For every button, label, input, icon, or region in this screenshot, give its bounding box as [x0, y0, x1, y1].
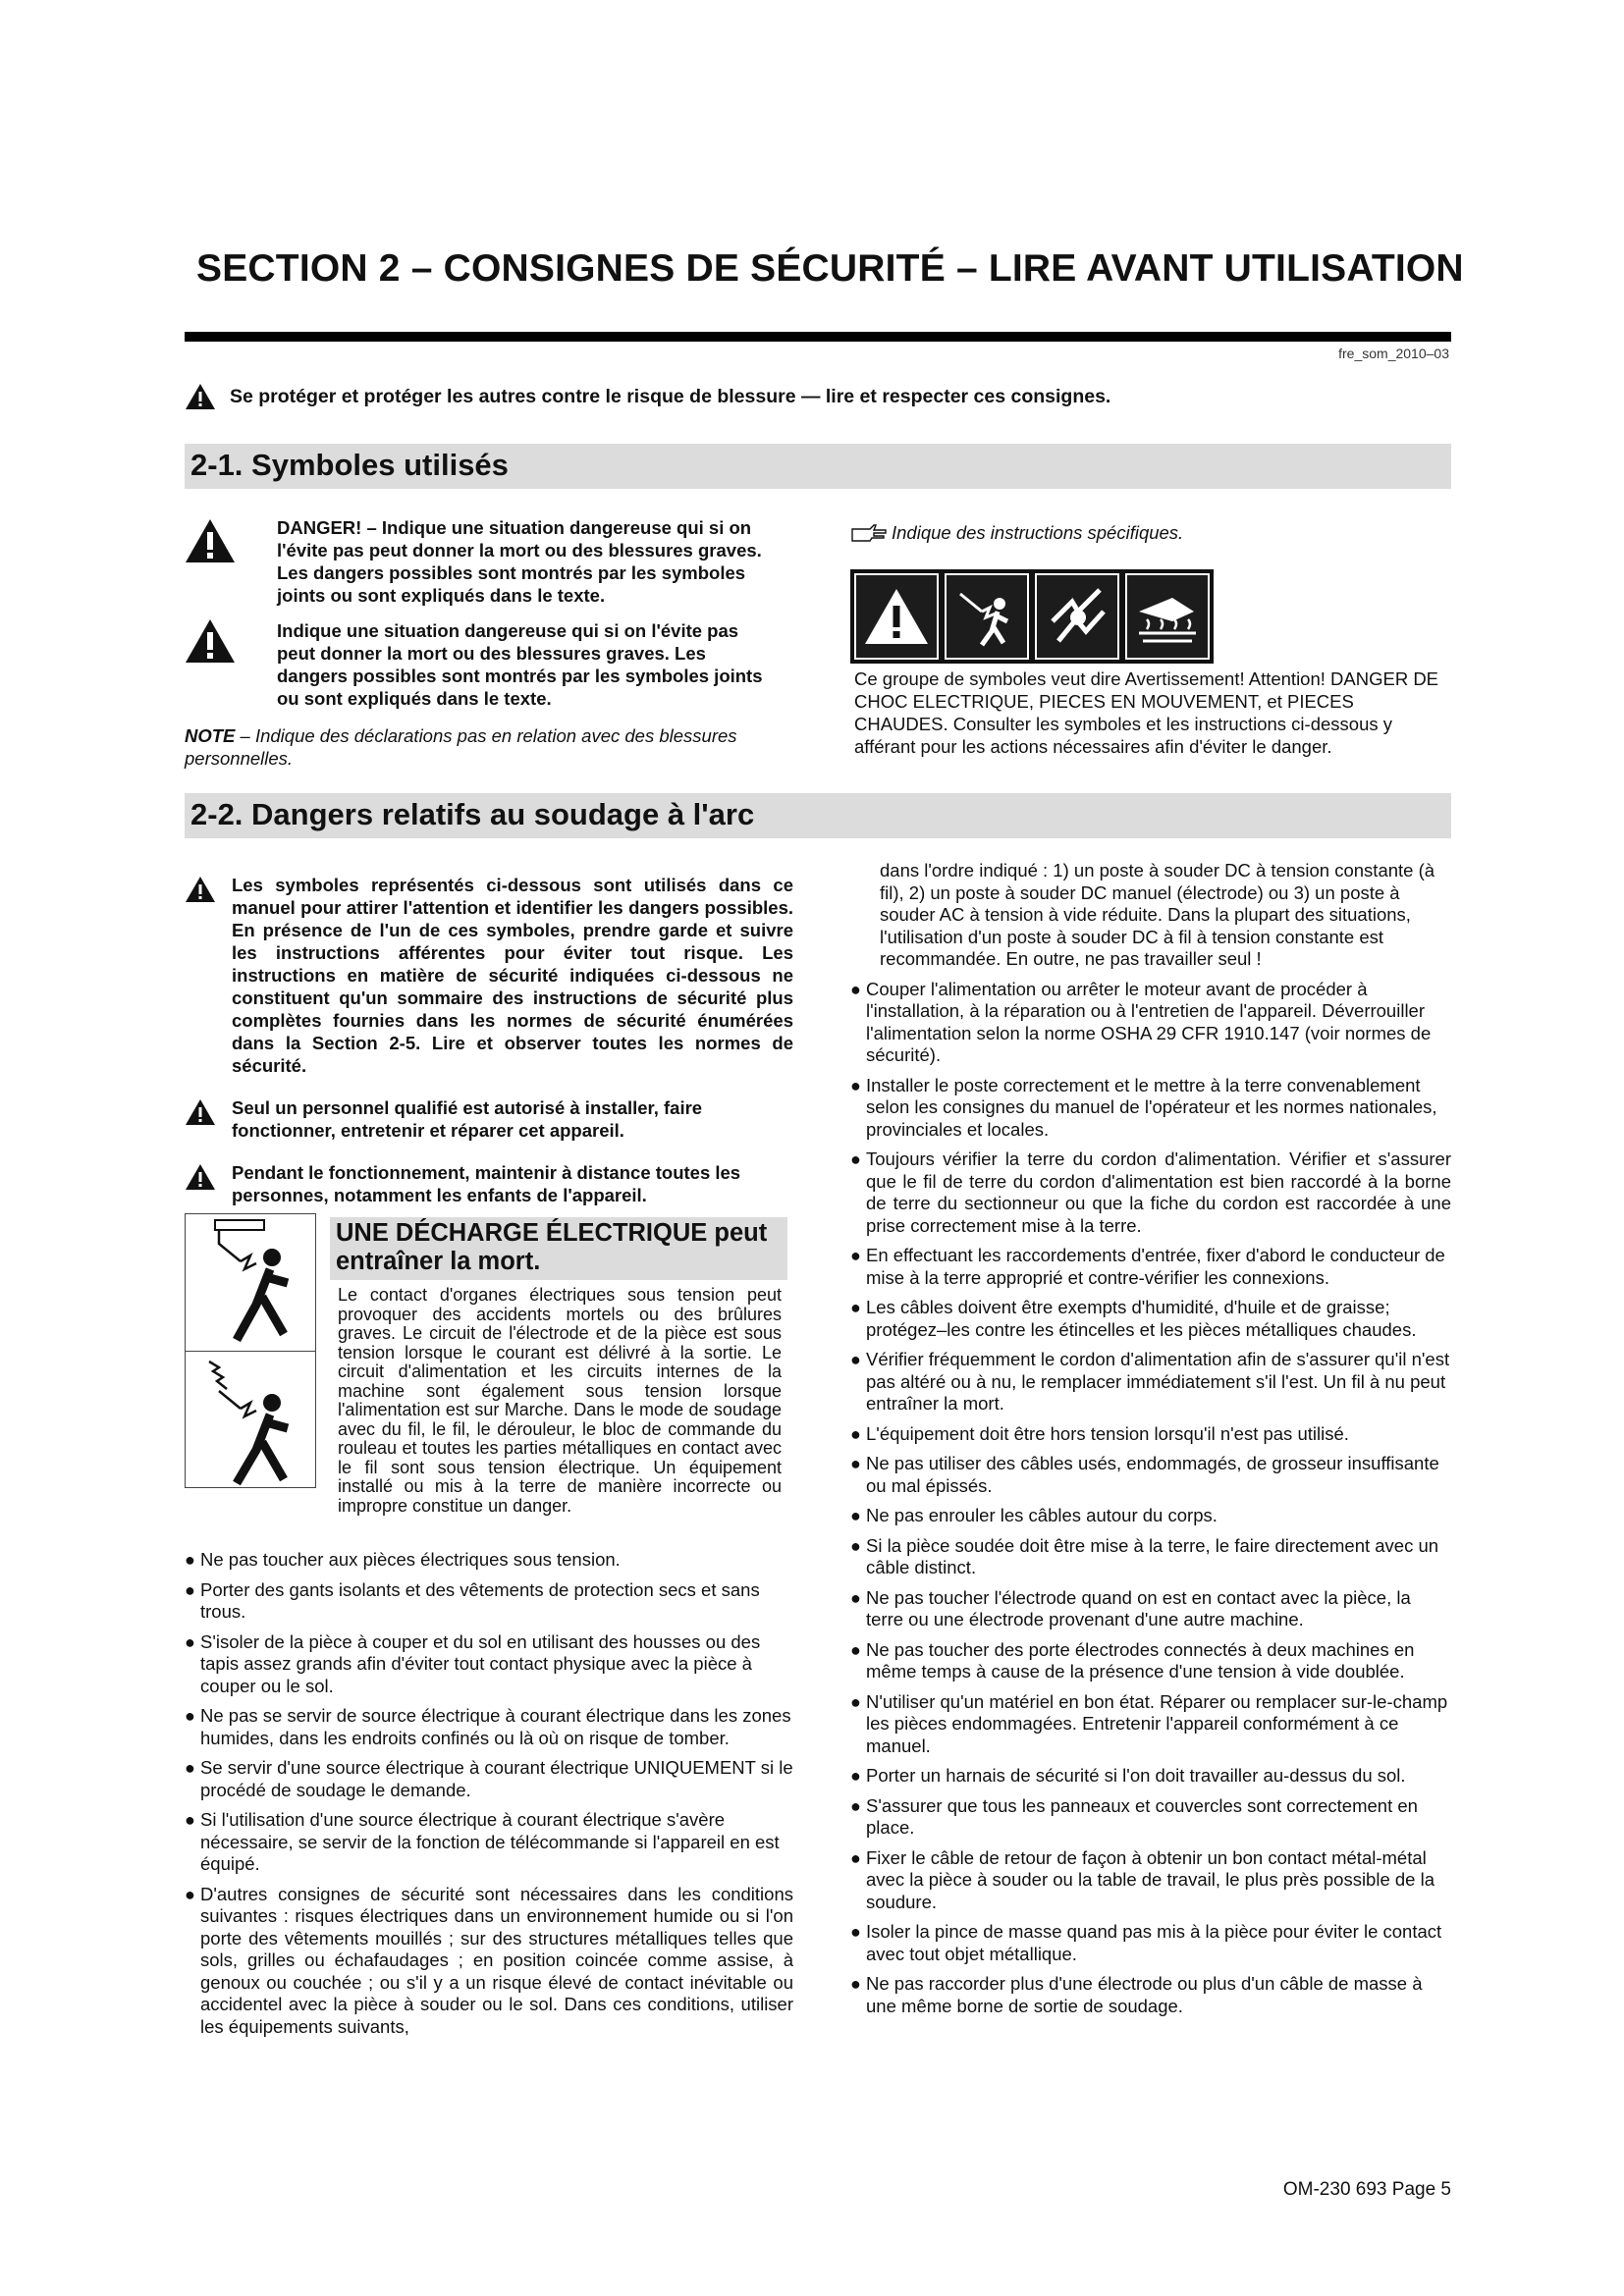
list-item: ● Ne pas toucher des porte électrodes connectés à deux machines en même temps à cause de la présence d'une tension à vide doublée.	[850, 1638, 1415, 1682]
list-item: ● Si la pièce soudée doit être mise à la terre, le faire directement avec un câble distinct.	[850, 1534, 1439, 1577]
warning-text: Seul un personnel qualifié est autorisé à installer, faire fonctionner, entretenir et réparer cet appareil.	[232, 1097, 703, 1141]
shock-hazard-body: Le contact d'organes électriques sous tension peut provoquer des accidents mortels ou des brûlures graves. Le circuit de l'électrode et de la pièce est sous tension lorsque le courant est délivré à la sortie. Le circuit d'alimentation et les circuits internes de la machine sont également sous tension lorsque l'alimentation est sur Marche. Dans le mode de soudage avec du fil, le fil, le dérouleur, le bloc de commande du rouleau et toutes les parties métalliques en contact avec le fil sont sous tension électrique. Un équipement installé ou mis à la terre de manière incorrecte ou impropre constitue un danger.	[338, 1285, 782, 1516]
section-2-2-heading: 2-2. Dangers relatifs au soudage à l'arc	[185, 793, 1451, 838]
list-item: ● Installer le poste correctement et le mettre à la terre convenablement selon les consignes du manuel de l'opérateur et les normes nationales, provinciales et locales.	[850, 1074, 1437, 1140]
list-item: ● Les câbles doivent être exempts d'humidité, d'huile et de graisse; protégez–les contre les étincelles et les pièces métalliques chaudes.	[850, 1297, 1417, 1340]
list-item: ● Porter des gants isolants et des vêtements de protection secs et sans trous.	[185, 1578, 760, 1622]
list-item: ● Se servir d'une source électrique à courant électrique UNIQUEMENT si le procédé de soudage le demande.	[185, 1757, 793, 1800]
warning-symbol	[854, 573, 939, 660]
list-item: ● N'utiliser qu'un matériel en bon état. Réparer ou remplacer sur-le-champ les pièces endommagées. Entretenir l'appareil conformément à ce manuel.	[850, 1690, 1448, 1756]
electric-shock-wire-icon	[186, 1352, 315, 1489]
note-definition	[185, 724, 784, 770]
left-bullet-list	[185, 1549, 793, 2046]
arc-welding-warnings	[185, 874, 793, 1226]
list-item: ● Ne pas toucher aux pièces électriques sous tension.	[185, 1549, 621, 1570]
hazard-caption: Ce groupe de symboles veut dire Avertissement! Attention! DANGER DE CHOC ELECTRIQUE, PIECES EN MOUVEMENT, et PIECES CHAUDES. Consulter les symboles et les instructions ci-dessous y afférant pour les actions nécessaires afin d'éviter le danger.	[854, 668, 1439, 757]
warning-triangle-icon	[862, 586, 931, 647]
warning-triangle-icon	[185, 876, 216, 903]
note-label: NOTE	[185, 725, 236, 746]
moving-parts-symbol	[1035, 573, 1119, 660]
electric-shock-icon	[952, 582, 1021, 651]
list-item: ● Ne pas toucher l'électrode quand on est en contact avec la pièce, la terre ou une électrode provenant d'une autre machine.	[850, 1586, 1411, 1629]
list-item: ● Ne pas raccorder plus d'une électrode ou plus d'un câble de masse à une même borne de sortie de soudage.	[850, 1973, 1423, 2016]
list-item: ● En effectuant les raccordements d'entrée, fixer d'abord le conducteur de mise à la terre approprié et contre-vérifier les connexions.	[850, 1245, 1445, 1288]
warning-text: Les symboles représentés ci-dessous sont utilisés dans ce manuel pour attirer l'attention et identifier les dangers possibles. En présence de l'un de ces symboles, prendre garde et suivre les instructions afférentes pour éviter tout risque. Les instructions en matière de sécurité indiquées ci-dessous ne constituent qu'un sommaire des instructions de sécurité plus complètes fournies dans les normes de sécurité énumérées dans la Section 2-5. Lire et observer toutes les normes de sécurité.	[232, 875, 793, 1076]
shock-hazard-heading: UNE DÉCHARGE ÉLECTRIQUE peut entraîner la mort.	[330, 1217, 787, 1280]
list-item: ● Si l'utilisation d'une source électrique à courant électrique s'avère nécessaire, se servir de la fonction de télécommande si l'appareil en est équipé.	[185, 1809, 780, 1874]
warning-triangle-icon	[185, 1098, 216, 1126]
doc-code: fre_som_2010–03	[1338, 346, 1449, 361]
warning-definition: Indique une situation dangereuse qui si on l'évite pas peut donner la mort ou des blessures graves. Les dangers possibles sont montrés par les symboles joints ou sont expliqués dans le texte.	[277, 620, 763, 709]
hot-parts-icon	[1133, 582, 1202, 651]
list-item: ● Isoler la pince de masse quand pas mis à la pièce pour éviter le contact avec tout objet métallique.	[850, 1921, 1442, 1964]
shock-symbol	[945, 573, 1029, 660]
danger-definition: DANGER! – Indique une situation dangereuse qui si on l'évite pas peut donner la mort ou des blessures graves. Les dangers possibles sont montrés par les symboles joints ou sont expliqués dans le texte.	[277, 517, 762, 606]
hand-note	[850, 522, 1183, 544]
list-item: ● S'isoler de la pièce à couper et du sol en utilisant des housses ou des tapis assez grands afin d'éviter tout contact physique avec la pièce à couper ou le sol.	[185, 1630, 761, 1696]
list-item: ● Couper l'alimentation ou arrêter le moteur avant de procéder à l'installation, à la réparation ou à l'entretien de l'appareil. Déverrouiller l'alimentation selon la norme OSHA 29 CFR 1910.147 (voir normes de sécurité).	[850, 978, 1432, 1065]
page-number: OM-230 693 Page 5	[1282, 2179, 1451, 2200]
list-item: ● L'équipement doit être hors tension lorsqu'il n'est pas utilisé.	[850, 1422, 1349, 1444]
list-item: ● Vérifier fréquemment le cordon d'alimentation afin de s'assurer qu'il n'est pas altéré ou à nu, le remplacer immédiatement s'il l'est. Un fil à nu peut entraîner la mort.	[850, 1349, 1450, 1414]
list-item: ● Ne pas utiliser des câbles usés, endommagés, de grosseur insuffisante ou mal épissés.	[850, 1453, 1439, 1496]
warning-triangle-icon	[185, 1163, 216, 1191]
hazard-symbol-strip	[850, 569, 1214, 664]
figure-divider	[185, 1351, 316, 1352]
intro-line	[185, 383, 1110, 410]
section-title: SECTION 2 – CONSIGNES DE SÉCURITÉ – LIRE AVANT UTILISATION	[196, 247, 1464, 290]
continuation-text: dans l'ordre indiqué : 1) un poste à souder DC à tension constante (à fil), 2) un poste à souder DC manuel (électrode) ou 3) un poste à souder AC à tension à vide réduite. Dans la plupart des situations, l'utilisation d'un poste à souder DC à fil à tension constante est recommandée. En outre, ne pas travailler seul !	[880, 860, 1435, 969]
warning-triangle-icon	[185, 383, 216, 410]
intro-text: Se protéger et protéger les autres contre le risque de blessure — lire et respecter ces consignes.	[230, 385, 1111, 407]
section-2-1-heading: 2-1. Symboles utilisés	[185, 444, 1451, 489]
list-item: ● Ne pas se servir de source électrique à courant électrique dans les zones humides, dans les endroits confinés ou là où on risque de tomber.	[185, 1705, 791, 1748]
note-body: – Indique des déclarations pas en relation avec des blessures personnelles.	[185, 725, 737, 769]
moving-parts-icon	[1043, 582, 1111, 651]
list-item: ● S'assurer que tous les panneaux et couvercles sont correctement en place.	[850, 1794, 1418, 1838]
warning-paragraph	[185, 1161, 793, 1206]
warning-paragraph	[185, 874, 793, 1077]
list-item: ● D'autres consignes de sécurité sont nécessaires dans les conditions suivantes : risques électriques dans un environnement humide ou si l'on porte des vêtements mouillés ; sur des structures métalliques telles que sols, grilles ou échafaudages ; en position coincée comme assise, à genoux ou couchée ; ou s'il y a un risque élevé de contact inévitable ou accidentel avec la pièce à souder ou le sol. Dans ces conditions, utiliser les équipements suivants,	[185, 1883, 793, 2037]
list-item: ● Ne pas enrouler les câbles autour du corps.	[850, 1505, 1218, 1525]
pointing-hand-icon	[850, 523, 888, 543]
hand-note-text: Indique des instructions spécifiques.	[892, 522, 1184, 543]
title-rule	[185, 332, 1451, 342]
list-item: ● Toujours vérifier la terre du cordon d'alimentation. Vérifier et s'assurer que le fil de terre du cordon d'alimentation est bien raccordé à la borne de terre du sectionneur ou que la fiche du cordon est raccordée à une prise correctement mise à la terre.	[850, 1148, 1451, 1236]
warning-triangle-icon	[185, 618, 236, 664]
warning-text: Pendant le fonctionnement, maintenir à distance toutes les personnes, notamment les enfants de l'appareil.	[232, 1162, 741, 1205]
right-bullet-list	[850, 860, 1451, 2025]
list-item: ● Fixer le câble de retour de façon à obtenir un bon contact métal-métal avec la pièce à souder ou la table de travail, le plus près possible de la soudure.	[850, 1846, 1435, 1912]
list-item: ● Porter un harnais de sécurité si l'on doit travailler au-dessus du sol.	[850, 1765, 1406, 1786]
hot-parts-symbol	[1125, 573, 1210, 660]
danger-triangle-icon	[185, 518, 236, 563]
warning-paragraph	[185, 1096, 793, 1142]
electric-shock-icon	[186, 1214, 315, 1350]
